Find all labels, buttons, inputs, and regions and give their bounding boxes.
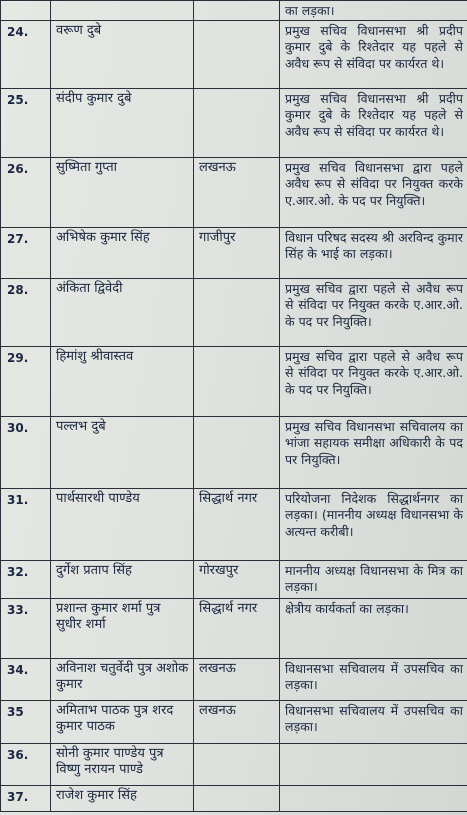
serial-cell [1, 1, 51, 21]
table-row [1, 598, 467, 658]
serial-cell: 29. [1, 346, 51, 416]
name-cell: राजेश कुमार सिंह [51, 785, 194, 811]
name-cell: अविनाश चतुर्वेदी पुत्र अशोक कुमार [51, 658, 194, 700]
place-cell: गाजीपुर [194, 227, 280, 278]
remark-cell: विधानसभा सचिवालय में उपसचिव का लड़का। [280, 700, 467, 743]
place-cell: गोरखपुर [194, 560, 280, 598]
name-cell: अमिताभ पाठक पुत्र शरद कुमार पाठक [51, 700, 194, 743]
serial-cell: 37. [1, 785, 51, 811]
remark-cell: का लड़का। [280, 1, 467, 21]
serial-cell: 36. [1, 743, 51, 785]
name-cell: अंकिता द्विवेदी [51, 278, 194, 346]
place-cell: लखनऊ [194, 658, 280, 700]
table-row [1, 346, 467, 416]
name-cell: प्रशान्त कुमार शर्मा पुत्र सुधीर शर्मा [51, 598, 194, 658]
table-row [1, 743, 467, 785]
place-cell [194, 416, 280, 488]
remark-cell [280, 785, 467, 811]
place-cell: सिद्धार्थ नगर [194, 598, 280, 658]
serial-cell: 28. [1, 278, 51, 346]
table-row [1, 785, 467, 811]
name-cell: वरूण दुबे [51, 20, 194, 88]
name-cell: पल्लभ दुबे [51, 416, 194, 488]
table-row [1, 20, 467, 88]
name-cell [51, 1, 194, 21]
serial-cell: 27. [1, 227, 51, 278]
table-row [1, 700, 467, 743]
serial-cell: 24. [1, 20, 51, 88]
remark-cell: माननीय अध्यक्ष विधानसभा के मित्र का लड़का। [280, 560, 467, 598]
table-row [1, 560, 467, 598]
place-cell: सिद्धार्थ नगर [194, 488, 280, 560]
table-row [1, 488, 467, 560]
table-row [1, 278, 467, 346]
remark-cell: प्रमुख सचिव विधानसभा सचिवालय का भांजा सहायक समीक्षा अधिकारी के पद पर नियुक्ति। [280, 416, 467, 488]
remark-cell [280, 743, 467, 785]
remark-cell: परियोजना निदेशक सिद्धार्थनगर का लड़का। (माननीय अध्यक्ष विधानसभा के अत्यन्त करीबी। [280, 488, 467, 560]
remark-cell: प्रमुख सचिव द्वारा पहले से अवैध रूप से संविदा पर नियुक्त करके ए.आर.ओ. के पद पर नियुक्ति। [280, 278, 467, 346]
remark-cell: प्रमुख सचिव विधानसभा द्वारा पहले अवैध रूप से संविदा पर नियुक्त करके ए.आर.ओ. के पद पर नियुक्ति। [280, 157, 467, 227]
place-cell: लखनऊ [194, 157, 280, 227]
serial-cell: 26. [1, 157, 51, 227]
name-cell: सोनी कुमार पाण्डेय पुत्र विष्णु नरायन पाण्डे [51, 743, 194, 785]
place-cell [194, 346, 280, 416]
remark-cell: प्रमुख सचिव विधानसभा श्री प्रदीप कुमार दुबे के रिश्तेदार यह पहले से अवैध रूप से संविदा पर कार्यरत थे। [280, 20, 467, 88]
serial-cell: 34. [1, 658, 51, 700]
serial-cell: 30. [1, 416, 51, 488]
place-cell [194, 278, 280, 346]
name-cell: अभिषेक कुमार सिंह [51, 227, 194, 278]
table-row [1, 227, 467, 278]
name-cell: पार्थसारथी पाण्डेय [51, 488, 194, 560]
remark-cell: विधान परिषद सदस्य श्री अरविन्द कुमार सिंह के भाई का लड़का। [280, 227, 467, 278]
place-cell: लखनऊ [194, 700, 280, 743]
serial-cell: 25. [1, 88, 51, 157]
name-cell: संदीप कुमार दुबे [51, 88, 194, 157]
serial-cell: 35 [1, 700, 51, 743]
table-row [1, 88, 467, 157]
serial-cell: 33. [1, 598, 51, 658]
table-row [1, 157, 467, 227]
remark-cell: प्रमुख सचिव द्वारा पहले से अवैध रूप से संविदा पर नियुक्त करके ए.आर.ओ. के पद पर नियुक्ति। [280, 346, 467, 416]
name-cell: हिमांशु श्रीवास्तव [51, 346, 194, 416]
table-row [1, 416, 467, 488]
place-cell [194, 88, 280, 157]
place-cell [194, 20, 280, 88]
name-cell: सुष्मिता गुप्ता [51, 157, 194, 227]
remark-cell: क्षेत्रीय कार्यकर्ता का लड़का। [280, 598, 467, 658]
table-row [1, 1, 467, 21]
place-cell [194, 743, 280, 785]
remark-cell: विधानसभा सचिवालय में उपसचिव का लड़का। [280, 658, 467, 700]
place-cell [194, 1, 280, 21]
name-cell: दुर्गेश प्रताप सिंह [51, 560, 194, 598]
table-row [1, 658, 467, 700]
place-cell [194, 785, 280, 811]
remark-cell: प्रमुख सचिव विधानसभा श्री प्रदीप कुमार दुबे के रिश्तेदार यह पहले से अवैध रूप से संविदा पर कार्यरत थे। [280, 88, 467, 157]
serial-cell: 31. [1, 488, 51, 560]
serial-cell: 32. [1, 560, 51, 598]
